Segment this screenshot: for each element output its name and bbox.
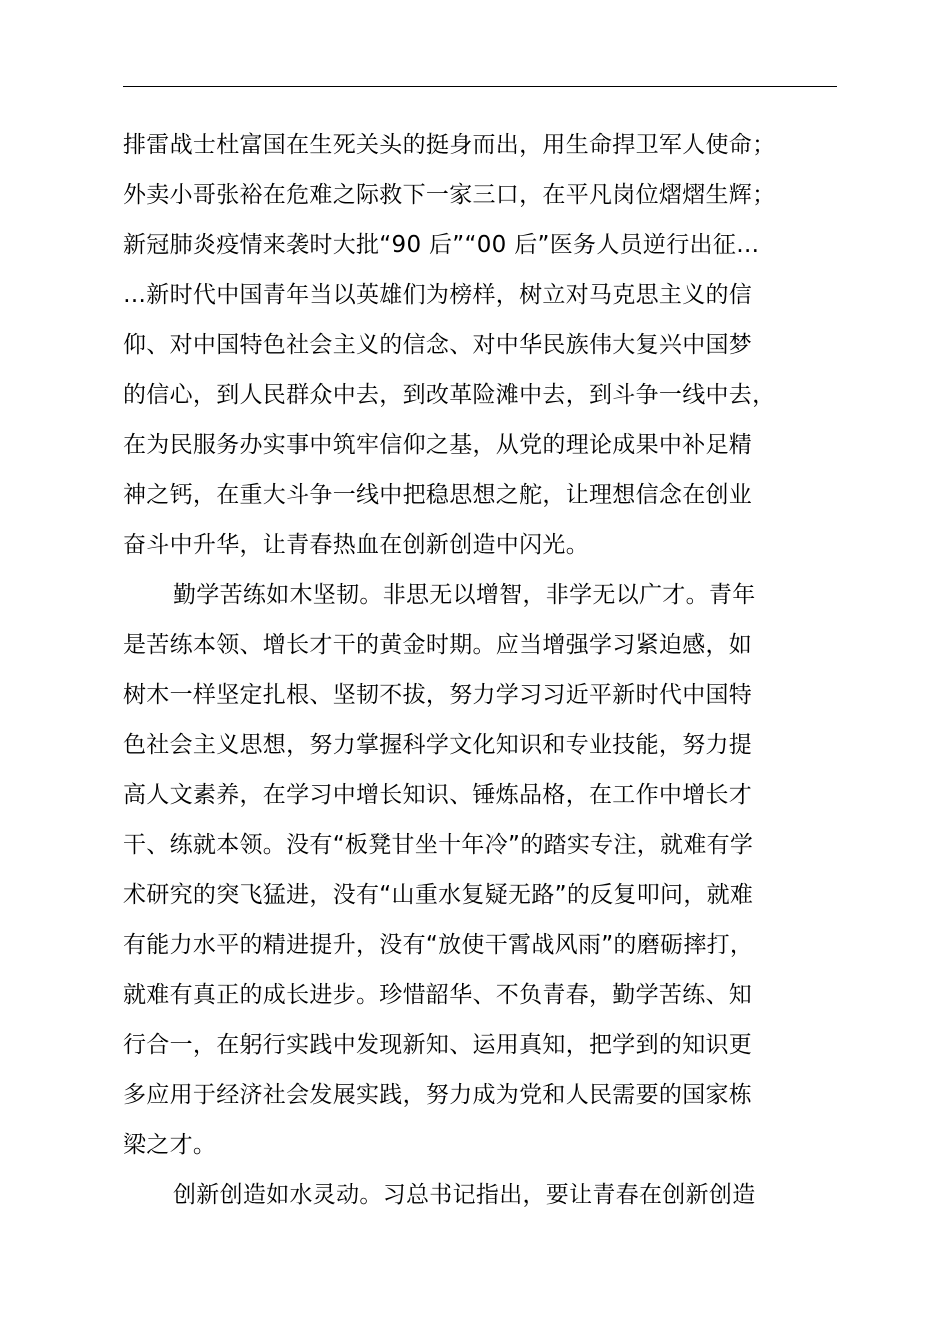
text-line: 在为民服务办实事中筑牢信仰之基，从党的理论成果中补足精 [123, 432, 753, 458]
text-line: 排雷战士杜富国在生死关头的挺身而出，用生命捍卫军人使命； [123, 132, 776, 158]
text-line: 干、练就本领。没有“板凳甘坐十年冷”的踏实专注，就难有学 [123, 832, 754, 858]
text-line: 仰、对中国特色社会主义的信念、对中华民族伟大复兴中国梦 [123, 332, 753, 358]
text-line: 高人文素养，在学习中增长知识、锤炼品格，在工作中增长才 [123, 782, 753, 808]
header-rule [123, 86, 837, 87]
document-body [123, 120, 883, 1220]
text-line: 色社会主义思想，努力掌握科学文化知识和专业技能，努力提 [123, 732, 753, 758]
text-line: 奋斗中升华，让青春热血在创新创造中闪光。 [123, 532, 589, 558]
text-line: 的信心，到人民群众中去，到改革险滩中去，到斗争一线中去， [123, 382, 776, 408]
text-line: 有能力水平的精进提升，没有“放使干霄战风雨”的磨砺摔打， [123, 932, 754, 958]
text-line: 外卖小哥张裕在危难之际救下一家三口，在平凡岗位熠熠生辉； [123, 182, 776, 208]
text-line: 就难有真正的成长进步。珍惜韶华、不负青春，勤学苦练、知 [123, 982, 753, 1008]
text-line: 树木一样坚定扎根、坚韧不拔，努力学习习近平新时代中国特 [123, 682, 753, 708]
text-line: …新时代中国青年当以英雄们为榜样，树立对马克思主义的信 [123, 282, 753, 308]
text-line: 多应用于经济社会发展实践，努力成为党和人民需要的国家栋 [123, 1082, 753, 1108]
text-line: 新冠肺炎疫情来袭时大批“90 后”“00 后”医务人员逆行出征… [123, 232, 760, 258]
text-line: 神之钙，在重大斗争一线中把稳思想之舵，让理想信念在创业 [123, 482, 753, 508]
paragraph-start-line: 创新创造如水灵动。习总书记指出，要让青春在创新创造 [173, 1182, 756, 1208]
text-line: 行合一，在躬行实践中发现新知、运用真知，把学到的知识更 [123, 1032, 753, 1058]
text-line: 梁之才。 [123, 1132, 217, 1158]
text-line: 是苦练本领、增长才干的黄金时期。应当增强学习紧迫感，如 [123, 632, 753, 658]
text-line: 术研究的突飞猛进，没有“山重水复疑无路”的反复叩问，就难 [123, 882, 754, 908]
paragraph-start-line: 勤学苦练如木坚韧。非思无以增智，非学无以广才。青年 [173, 582, 756, 608]
